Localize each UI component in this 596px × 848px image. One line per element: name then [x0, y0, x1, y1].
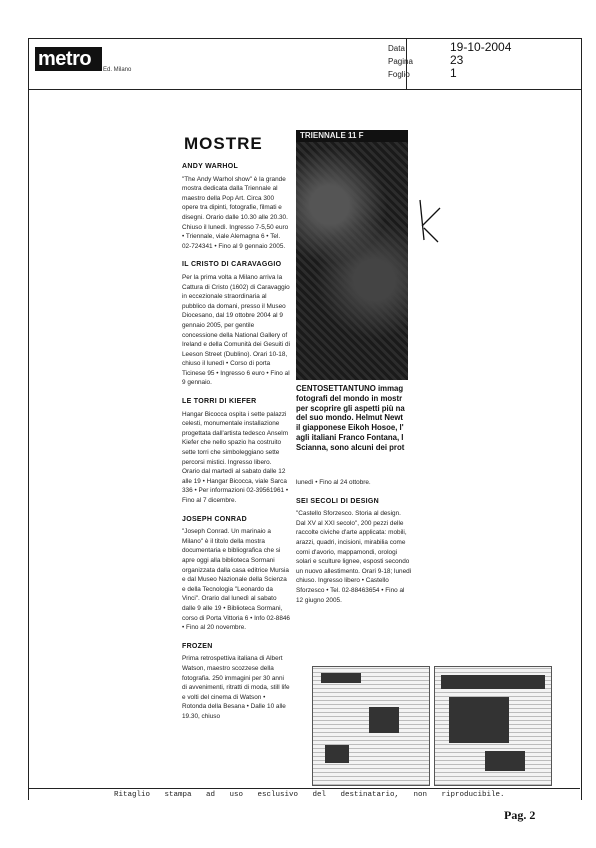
listing-title: SEI SECOLI DI DESIGN — [296, 497, 380, 505]
photo-label: TRIENNALE 11 F — [296, 130, 408, 142]
page-thumbnail-2 — [434, 666, 552, 786]
listing-body: Per la prima volta a Milano arriva la Cattura di Cristo (1602) di Caravaggio in eccezionale straordinaria al pubblico da domani, presso il Museo Diocesano, dal 19 ottobre 2004 al 9 gennaio 2005, per gentile concessione della National Gallery of Ireland e della Comunità dei Gesuiti di Leeson Street (Dublino). Orari 10-18, chiuso il lunedì • Corso di porta Ticinese 95 • Ingresso 6 euro • Fino al 9 gennaio. — [182, 273, 290, 387]
page-number: Pag. 2 — [504, 808, 536, 822]
section-title: MOSTRE — [184, 134, 263, 153]
exhibition-photo — [296, 130, 408, 380]
listing-title: LE TORRI DI KIEFER — [182, 398, 257, 406]
date-value: 19-10-2004 — [450, 40, 512, 54]
listing-body: "Joseph Conrad. Un marinaio a Milano" è il titolo della mostra documentaria e bibliografica che si apre oggi alla biblioteca Sormani organizzata dalla casa editrice Mursia e dal Museo Nazionale della Scienza e della Tecnologia "Leonardo da Vinci". Orario dal lunedì al sabato dalle 9 alle 19 • Biblioteca Sormani, corso di Porta Vittoria 6 • Info 02-8846 • Fino al 20 novembre. — [182, 528, 290, 632]
caption-line: Scianna, sono alcuni dei prot — [296, 442, 405, 452]
page-value: 23 — [450, 53, 464, 67]
caption-line: per scoprire gli aspetti più na — [296, 403, 405, 413]
footer-rule — [28, 788, 580, 789]
listing-body: "Castello Sforzesco. Storia al design. Dal XV al XXI secolo", 200 pezzi delle raccolte civiche d'arte applicata: mobili, arazzi, quadri, incisioni, mirabilia come corni d'avorio, mappamondi, orologi solari e sculture lignee, esposti secondo un nuovo allestimento. Orari 9-18; lunedì chiuso. Ingresso libero • Castello Sforzesco • Tel. 02-88463654 • Fino al 12 giugno 2005. — [296, 510, 412, 604]
listing-body: lunedì • Fino al 24 ottobre. — [296, 479, 371, 486]
footer-notice: Ritaglio stampa ad uso esclusivo del destinatario, non riproducibile. — [114, 791, 505, 799]
page-label: Pagina — [388, 57, 413, 66]
listing-title: IL CRISTO DI CARAVAGGIO — [182, 261, 282, 269]
listing-title: ANDY WARHOL — [182, 163, 239, 170]
left-column — [182, 162, 290, 721]
handwritten-mark-icon — [414, 196, 444, 246]
listing-body: Prima retrospettiva italiana di Albert Watson, maestro scozzese della fotografia. 250 immagini per 30 anni di avvenimenti, ritratti di moda, still life e volti del cinema di Watson • Rotonda della Besana • Dalle 10 alle 19.30, chiuso — [182, 655, 290, 720]
sheet-label: Foglio — [388, 70, 410, 79]
caption-line: agli italiani Franco Fontana, I — [296, 432, 404, 442]
sheet-value: 1 — [450, 66, 457, 80]
date-label: Data — [388, 44, 405, 53]
listing-title: FROZEN — [182, 642, 213, 650]
caption-line: fotografi del mondo in mostr — [296, 393, 403, 403]
caption-line: il giapponese Eikoh Hosoe, l' — [296, 423, 404, 433]
right-column — [296, 478, 412, 605]
metro-logo: metro — [35, 47, 102, 71]
page-thumbnail-1 — [312, 666, 430, 786]
listing-body: Hangar Bicocca ospita i sette palazzi celesti, monumentale installazione progettata dall'artista tedesco Anselm Kiefer che nello spazio ha costruito sette torri che simboleggiano sette percorsi mistici. Ingresso libero. Orario dal martedì al sabato dalle 12 alle 19 • Hangar Bicocca, viale Sarca 336 • Per informazioni 02-39561961 • Fino al 7 dicembre. — [182, 410, 289, 504]
edition-label: Ed. Milano — [103, 67, 132, 73]
listing-body: "The Andy Warhol show" è la grande mostra dedicata dalla Triennale al maestro della Pop Art. Circa 300 opere tra dipinti, fotografie, filmati e disegni. Orario dalle 10.30 alle 20.30. Chiuso il lunedì. Ingresso 7-5,50 euro • Triennale, viale Alemagna 6 • Tel. 02-724341 • Fino al 9 gennaio 2005. — [182, 175, 289, 250]
photo-caption — [296, 384, 411, 453]
caption-line: del suo mondo. Helmut Newt — [296, 413, 403, 423]
listing-title: JOSEPH CONRAD — [182, 515, 247, 523]
caption-line: CENTOSETTANTUNO immag — [296, 384, 404, 393]
